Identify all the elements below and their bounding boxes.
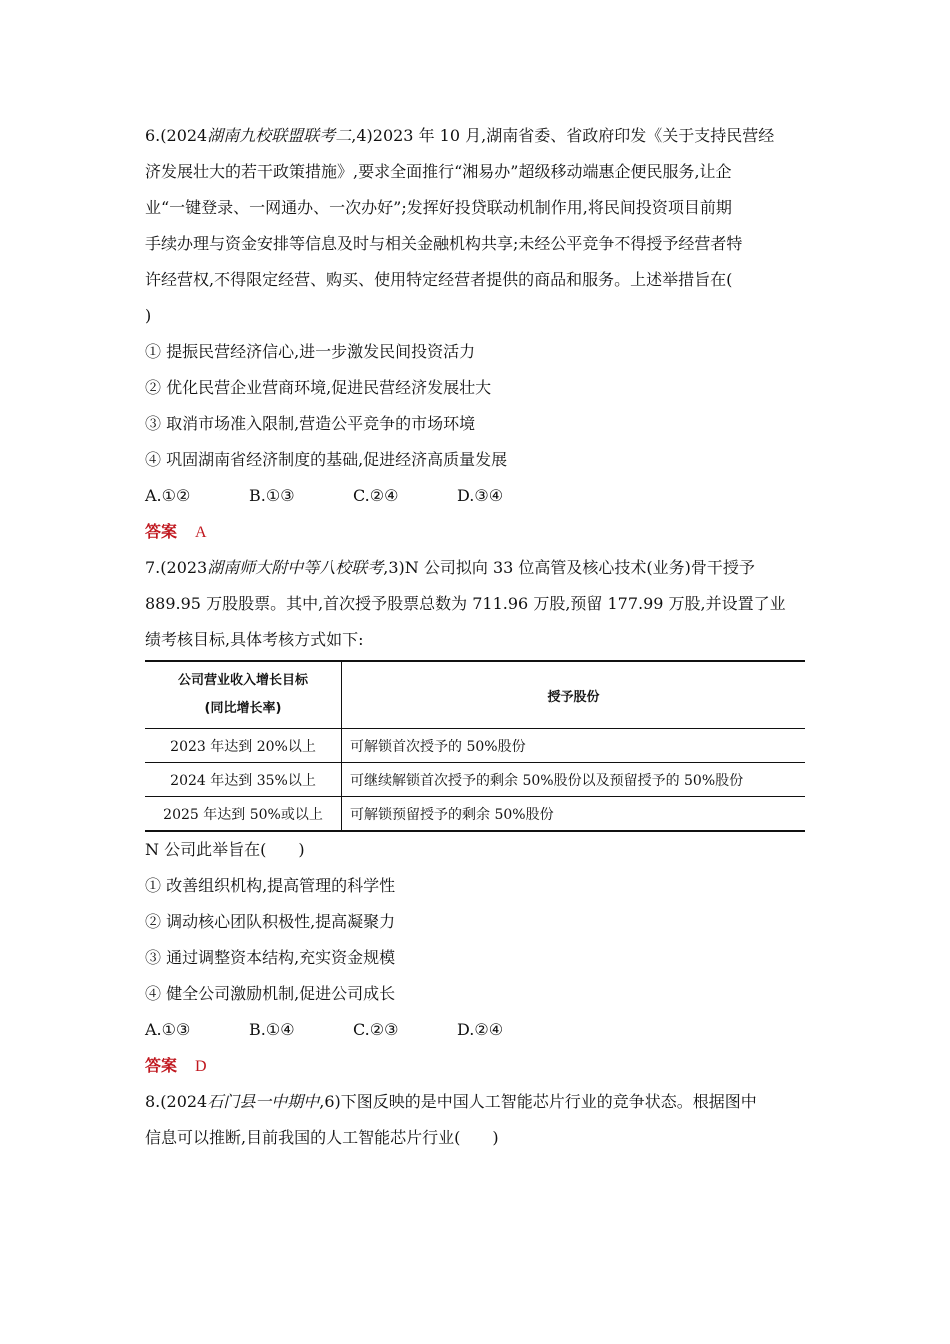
question-6-statement-4: ④ 巩固湖南省经济制度的基础,促进经济高质量发展 [145, 450, 508, 469]
question-7-option-c: C.②③ [353, 1020, 399, 1039]
question-6-option-d: D.③④ [457, 486, 504, 505]
question-6-source-name: 湖南九校联盟联考二 [207, 126, 352, 145]
question-6-options [145, 478, 805, 514]
question-7-options [145, 1012, 805, 1048]
question-6-stem-line-1 [145, 118, 805, 154]
header-granted-shares: 授予股份 [342, 661, 806, 729]
table-row [145, 763, 805, 797]
question-6-source-open: (2024 [160, 126, 208, 145]
question-7-answer-label: 答案 [145, 1056, 178, 1075]
question-6-option-b: B.①③ [249, 486, 295, 505]
question-7-source-close: ,3) [383, 558, 405, 577]
question-7-option-d: D.②④ [457, 1020, 504, 1039]
document-page [145, 118, 805, 1156]
question-7-stem-text: N 公司拟向 33 位高管及核心技术(业务)骨干授予 [404, 558, 755, 577]
question-7-answer-value: D [195, 1058, 207, 1075]
question-6-option-a: A.①② [145, 486, 191, 505]
question-7-prompt: N 公司此举旨在( ) [145, 840, 305, 859]
row-2-shares: 可继续解锁首次授予的剩余 50%股份以及预留授予的 50%股份 [342, 763, 806, 797]
question-6-stem-line-6: ) [145, 306, 152, 325]
question-7-statement-4: ④ 健全公司激励机制,促进公司成长 [145, 984, 396, 1003]
question-8 [145, 1084, 805, 1156]
question-7-statement-2: ② 调动核心团队积极性,提高凝聚力 [145, 912, 396, 931]
question-7-option-b: B.①④ [249, 1020, 295, 1039]
header-growth-target-line-2: (同比增长率) [204, 701, 282, 716]
question-6-answer-label: 答案 [145, 522, 178, 541]
question-8-stem-line-2: 信息可以推断,目前我国的人工智能芯片行业( ) [145, 1128, 499, 1147]
question-6-answer [145, 514, 805, 550]
question-6-stem-line-2: 济发展壮大的若干政策措施》,要求全面推行“湘易办”超级移动端惠企便民服务,让企 [145, 162, 732, 181]
question-7 [145, 550, 805, 1084]
question-7-number: 7. [145, 558, 161, 577]
question-6-answer-value: A [195, 524, 207, 541]
question-6-stem-line-5: 许经营权,不得限定经营、购买、使用特定经营者提供的商品和服务。上述举措旨在( [145, 270, 733, 289]
question-7-stem-line-3: 绩考核目标,具体考核方式如下: [145, 630, 364, 649]
question-7-stem-line-1 [145, 550, 805, 586]
question-6-statement-3: ③ 取消市场准入限制,营造公平竞争的市场环境 [145, 414, 476, 433]
question-6-statement-1: ① 提振民营经济信心,进一步激发民间投资活力 [145, 342, 476, 361]
row-1-shares: 可解锁首次授予的 50%股份 [342, 729, 806, 763]
question-6-stem-text: 2023 年 10 月,湖南省委、省政府印发《关于支持民营经 [372, 126, 775, 145]
row-3-shares: 可解锁预留授予的剩余 50%股份 [342, 797, 806, 832]
question-6-source-close: ,4) [351, 126, 373, 145]
question-8-stem-text: 下图反映的是中国人工智能芯片行业的竞争状态。根据图中 [340, 1092, 757, 1111]
question-6 [145, 118, 805, 550]
assessment-table [145, 660, 805, 832]
question-8-stem-line-1 [145, 1084, 805, 1120]
header-growth-target-line-1: 公司营业收入增长目标 [177, 673, 308, 688]
row-3-target: 2025 年达到 50%或以上 [145, 797, 342, 832]
question-6-number: 6. [145, 126, 161, 145]
question-7-stem-line-2: 889.95 万股股票。其中,首次授予股票总数为 711.96 万股,预留 177.99 万股,并设置了业 [145, 594, 786, 613]
question-6-option-c: C.②④ [353, 486, 399, 505]
question-7-option-a: A.①③ [145, 1020, 191, 1039]
row-2-target: 2024 年达到 35%以上 [145, 763, 342, 797]
question-8-source-name: 石门县一中期中 [207, 1092, 320, 1111]
question-8-source-close: ,6) [319, 1092, 341, 1111]
question-8-source-open: (2024 [160, 1092, 208, 1111]
question-6-statement-2: ② 优化民营企业营商环境,促进民营经济发展壮大 [145, 378, 492, 397]
question-7-statement-3: ③ 通过调整资本结构,充实资金规模 [145, 948, 396, 967]
row-1-target: 2023 年达到 20%以上 [145, 729, 342, 763]
question-7-source-open: (2023 [160, 558, 208, 577]
question-8-number: 8. [145, 1092, 161, 1111]
question-7-statement-1: ① 改善组织机构,提高管理的科学性 [145, 876, 396, 895]
question-6-stem-line-3: 业“一键登录、一网通办、一次办好”;发挥好投贷联动机制作用,将民间投资项目前期 [145, 198, 732, 217]
table-row [145, 729, 805, 763]
assessment-table-header [145, 661, 805, 729]
question-7-answer [145, 1048, 805, 1084]
table-row [145, 797, 805, 832]
question-7-source-name: 湖南师大附中等八校联考 [207, 558, 384, 577]
header-growth-target [145, 661, 342, 729]
question-6-stem-line-4: 手续办理与资金安排等信息及时与相关金融机构共享;未经公平竞争不得授予经营者特 [145, 234, 743, 253]
